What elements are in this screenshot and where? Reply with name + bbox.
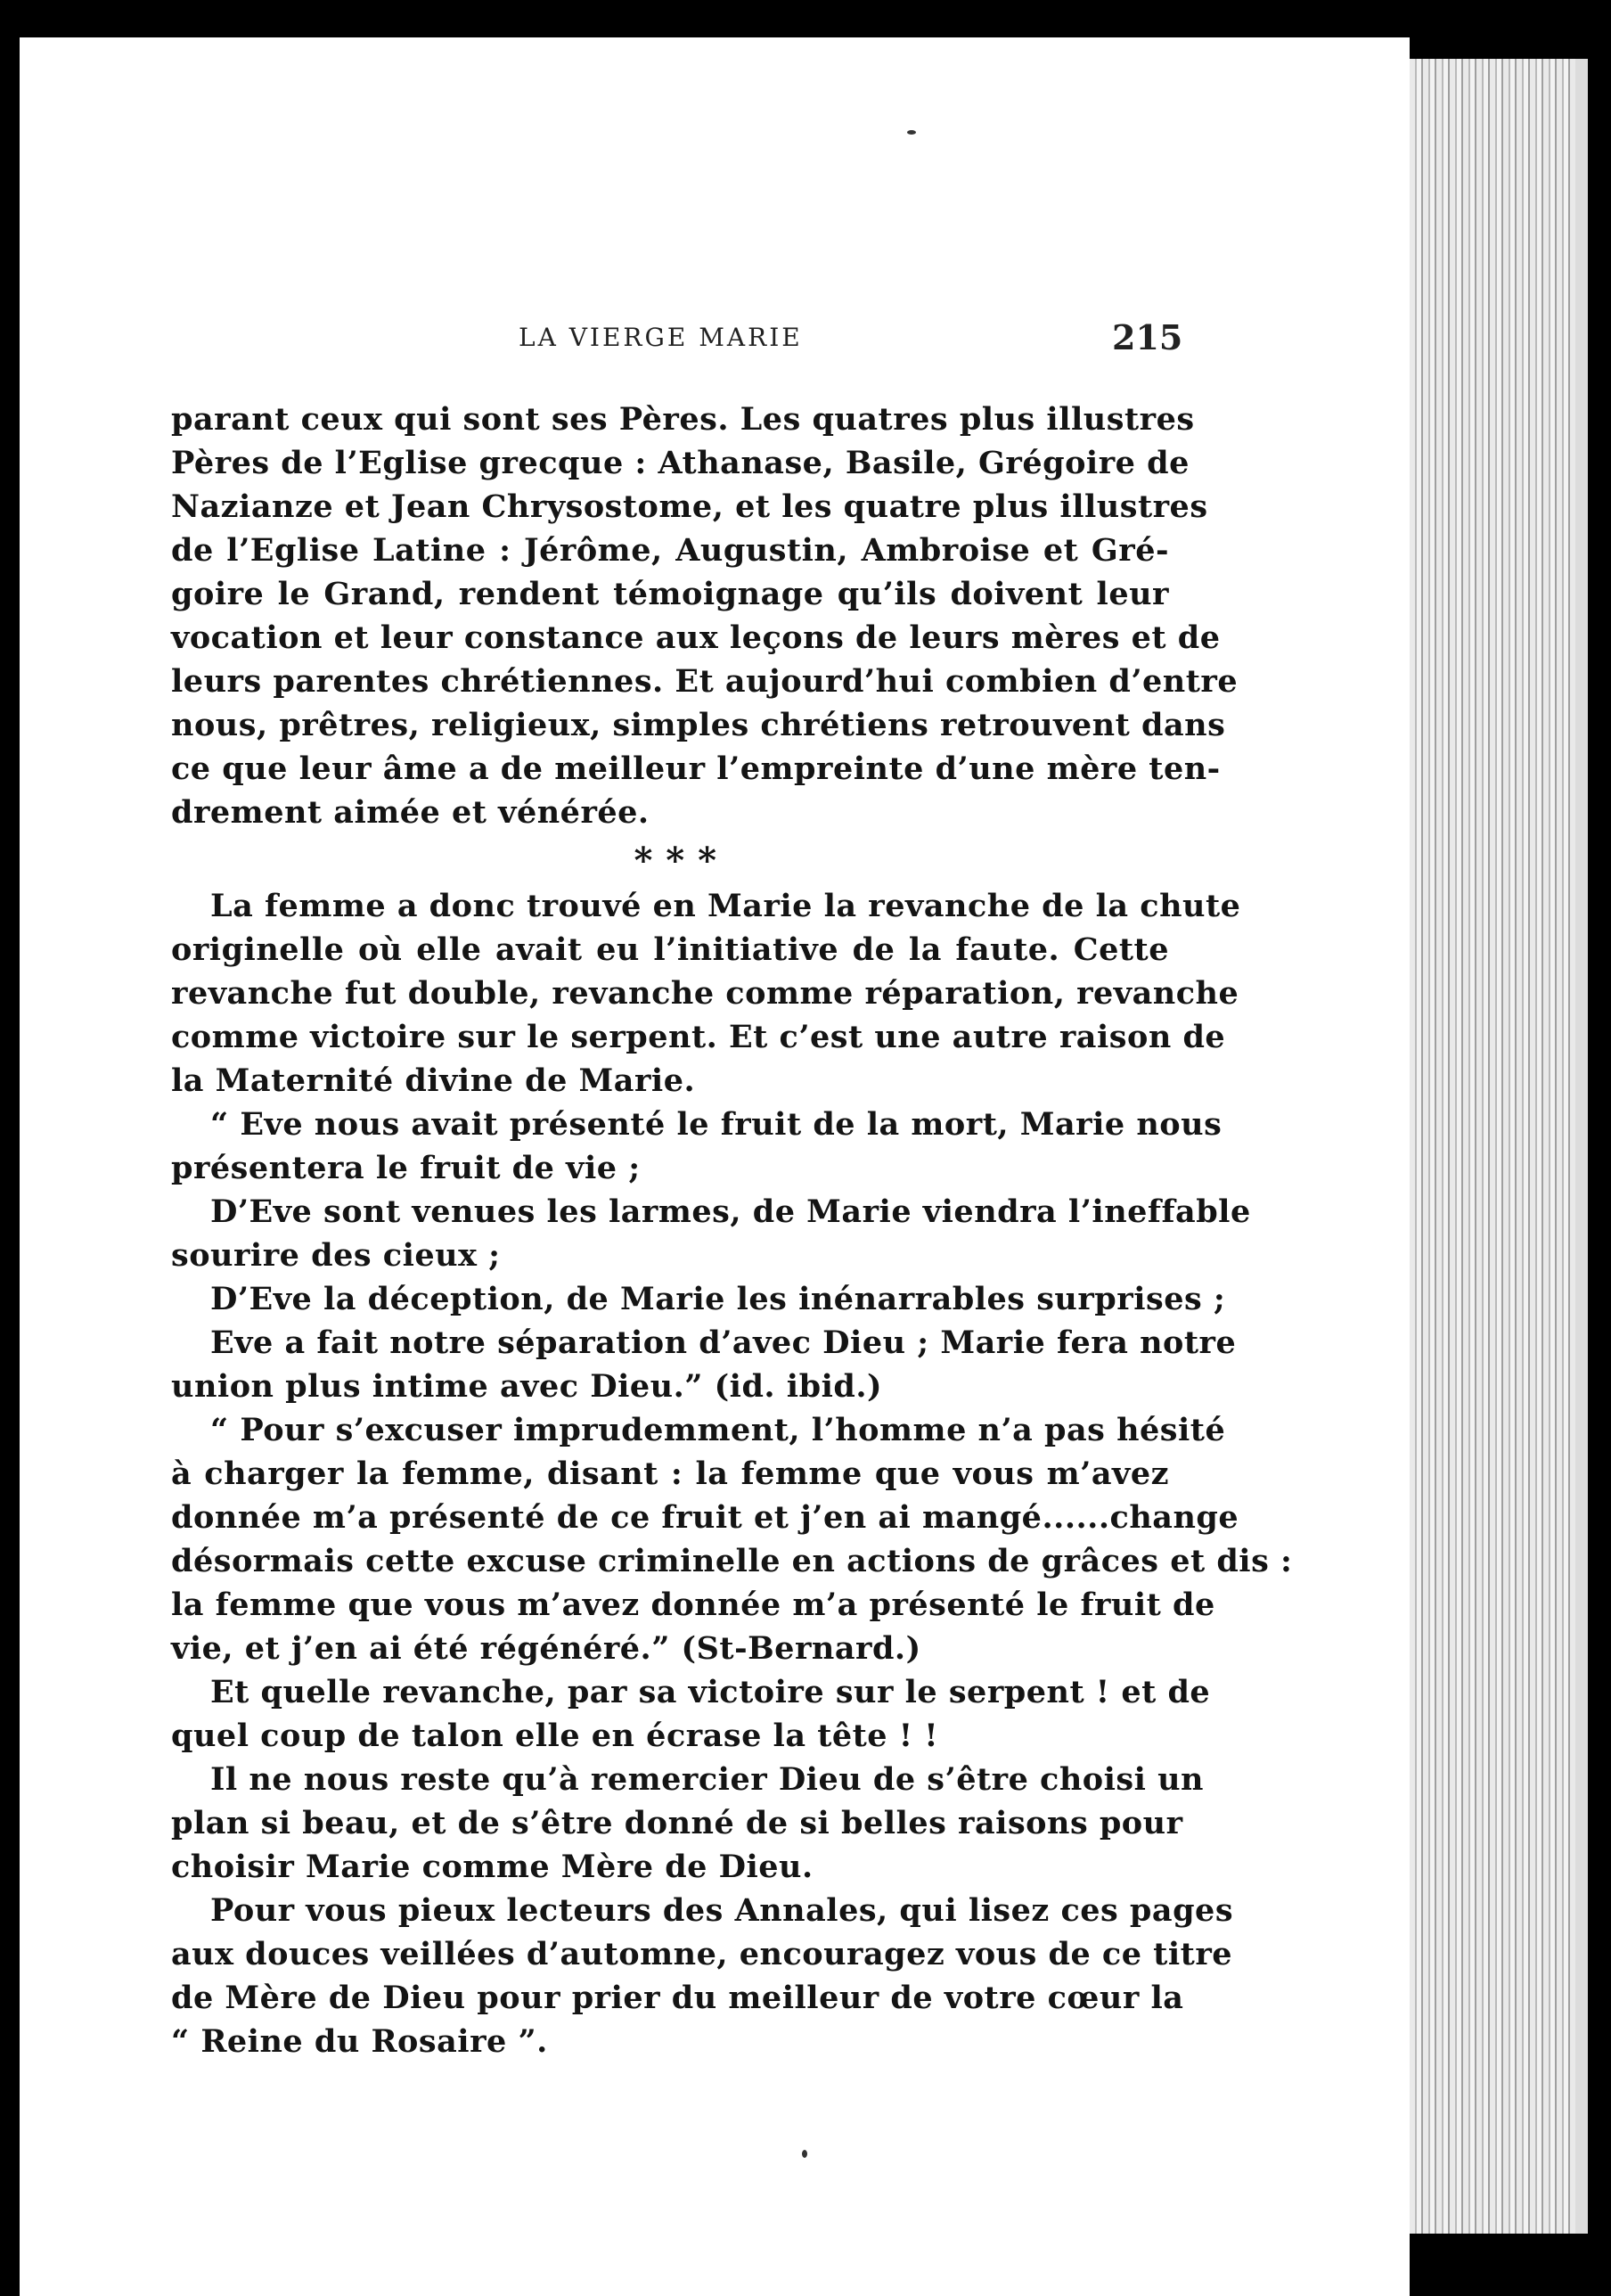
text-line: “ Pour s’excuser imprudemment, l’homme n’a pas hésité — [210, 1412, 1226, 1448]
text-line: Il ne nous reste qu’à remercier Dieu de s’être choisi un — [210, 1761, 1204, 1798]
text-line: union plus intime avec Dieu.” (id. ibid.) — [171, 1368, 883, 1405]
page-number: 215 — [1112, 317, 1183, 357]
page-edges-cap — [1575, 59, 1588, 2234]
text-line: donnée m’a présenté de ce fruit et j’en ai mangé......change — [171, 1499, 1239, 1536]
paragraph — [171, 398, 1239, 834]
book-page — [20, 37, 1410, 2296]
paragraph — [171, 1670, 1211, 1758]
paragraph — [171, 1277, 1226, 1321]
text-line: de Mère de Dieu pour prier du meilleur de votre cœur la — [171, 1980, 1184, 2016]
text-line: originelle où elle avait eu l’initiative de la faute. Cette — [171, 931, 1169, 968]
text-line: de l’Eglise Latine : Jérôme, Augustin, Ambroise et Gré- — [171, 532, 1169, 569]
text-line: Nazianze et Jean Chrysostome, et les quatre plus illustres — [171, 488, 1208, 525]
paragraph — [171, 1758, 1204, 1889]
text-line: Eve a fait notre séparation d’avec Dieu ; Marie fera notre — [210, 1324, 1237, 1361]
text-line: goire le Grand, rendent témoignage qu’ils doivent leur — [171, 576, 1169, 612]
text-line: désormais cette excuse criminelle en actions de grâces et dis : — [171, 1543, 1293, 1579]
paragraph — [171, 1889, 1234, 2063]
ink-speck — [907, 130, 916, 135]
paragraph — [171, 1103, 1223, 1190]
paragraph — [171, 1190, 1251, 1277]
text-line: comme victoire sur le serpent. Et c’est une autre raison de — [171, 1019, 1226, 1055]
text-line: La femme a donc trouvé en Marie la revanche de la chute — [210, 888, 1241, 924]
text-line: D’Eve la déception, de Marie les inénarrables surprises ; — [210, 1281, 1226, 1317]
text-line: leurs parentes chrétiennes. Et aujourd’hui combien d’entre — [171, 663, 1239, 700]
text-line: plan si beau, et de s’être donné de si belles raisons pour — [171, 1805, 1183, 1841]
section-ornament: * * * — [634, 840, 717, 882]
text-line: Pour vous pieux lecteurs des Annales, qui lisez ces pages — [210, 1892, 1234, 1929]
text-line: parant ceux qui sont ses Pères. Les quatres plus illustres — [171, 401, 1195, 438]
paragraph — [171, 1408, 1293, 1670]
text-line: la femme que vous m’avez donnée m’a présenté le fruit de — [171, 1587, 1215, 1623]
running-head — [20, 317, 1410, 358]
text-line: choisir Marie comme Mère de Dieu. — [171, 1849, 814, 1885]
text-line: sourire des cieux ; — [171, 1237, 501, 1274]
running-title: LA VIERGE MARIE — [519, 323, 803, 352]
paragraph — [171, 884, 1241, 1103]
page-edges — [1410, 59, 1575, 2234]
paragraph — [171, 1321, 1237, 1408]
text-line: présentera le fruit de vie ; — [171, 1150, 641, 1186]
ink-speck — [802, 2150, 807, 2158]
text-line: “ Eve nous avait présenté le fruit de la mort, Marie nous — [210, 1106, 1223, 1143]
text-line: nous, prêtres, religieux, simples chrétiens retrouvent dans — [171, 707, 1226, 743]
text-line: la Maternité divine de Marie. — [171, 1062, 696, 1099]
text-line: Pères de l’Eglise grecque : Athanase, Basile, Grégoire de — [171, 445, 1190, 481]
text-line: à charger la femme, disant : la femme que vous m’avez — [171, 1456, 1169, 1492]
text-line: Et quelle revanche, par sa victoire sur le serpent ! et de — [210, 1674, 1211, 1710]
body-text — [171, 398, 1293, 2063]
text-line: revanche fut double, revanche comme réparation, revanche — [171, 975, 1239, 1012]
text-line: aux douces veillées d’automne, encouragez vous de ce titre — [171, 1936, 1233, 1972]
text-line: ce que leur âme a de meilleur l’empreinte d’une mère ten- — [171, 750, 1221, 787]
text-line: drement aimée et vénérée. — [171, 794, 650, 831]
text-line: D’Eve sont venues les larmes, de Marie viendra l’ineffable — [210, 1193, 1251, 1230]
text-line: vocation et leur constance aux leçons de leurs mères et de — [171, 619, 1221, 656]
text-line: quel coup de talon elle en écrase la tête ! ! — [171, 1718, 939, 1754]
text-line: “ Reine du Rosaire ”. — [171, 2023, 548, 2060]
text-line: vie, et j’en ai été régénéré.” (St-Bernard.) — [171, 1630, 921, 1667]
